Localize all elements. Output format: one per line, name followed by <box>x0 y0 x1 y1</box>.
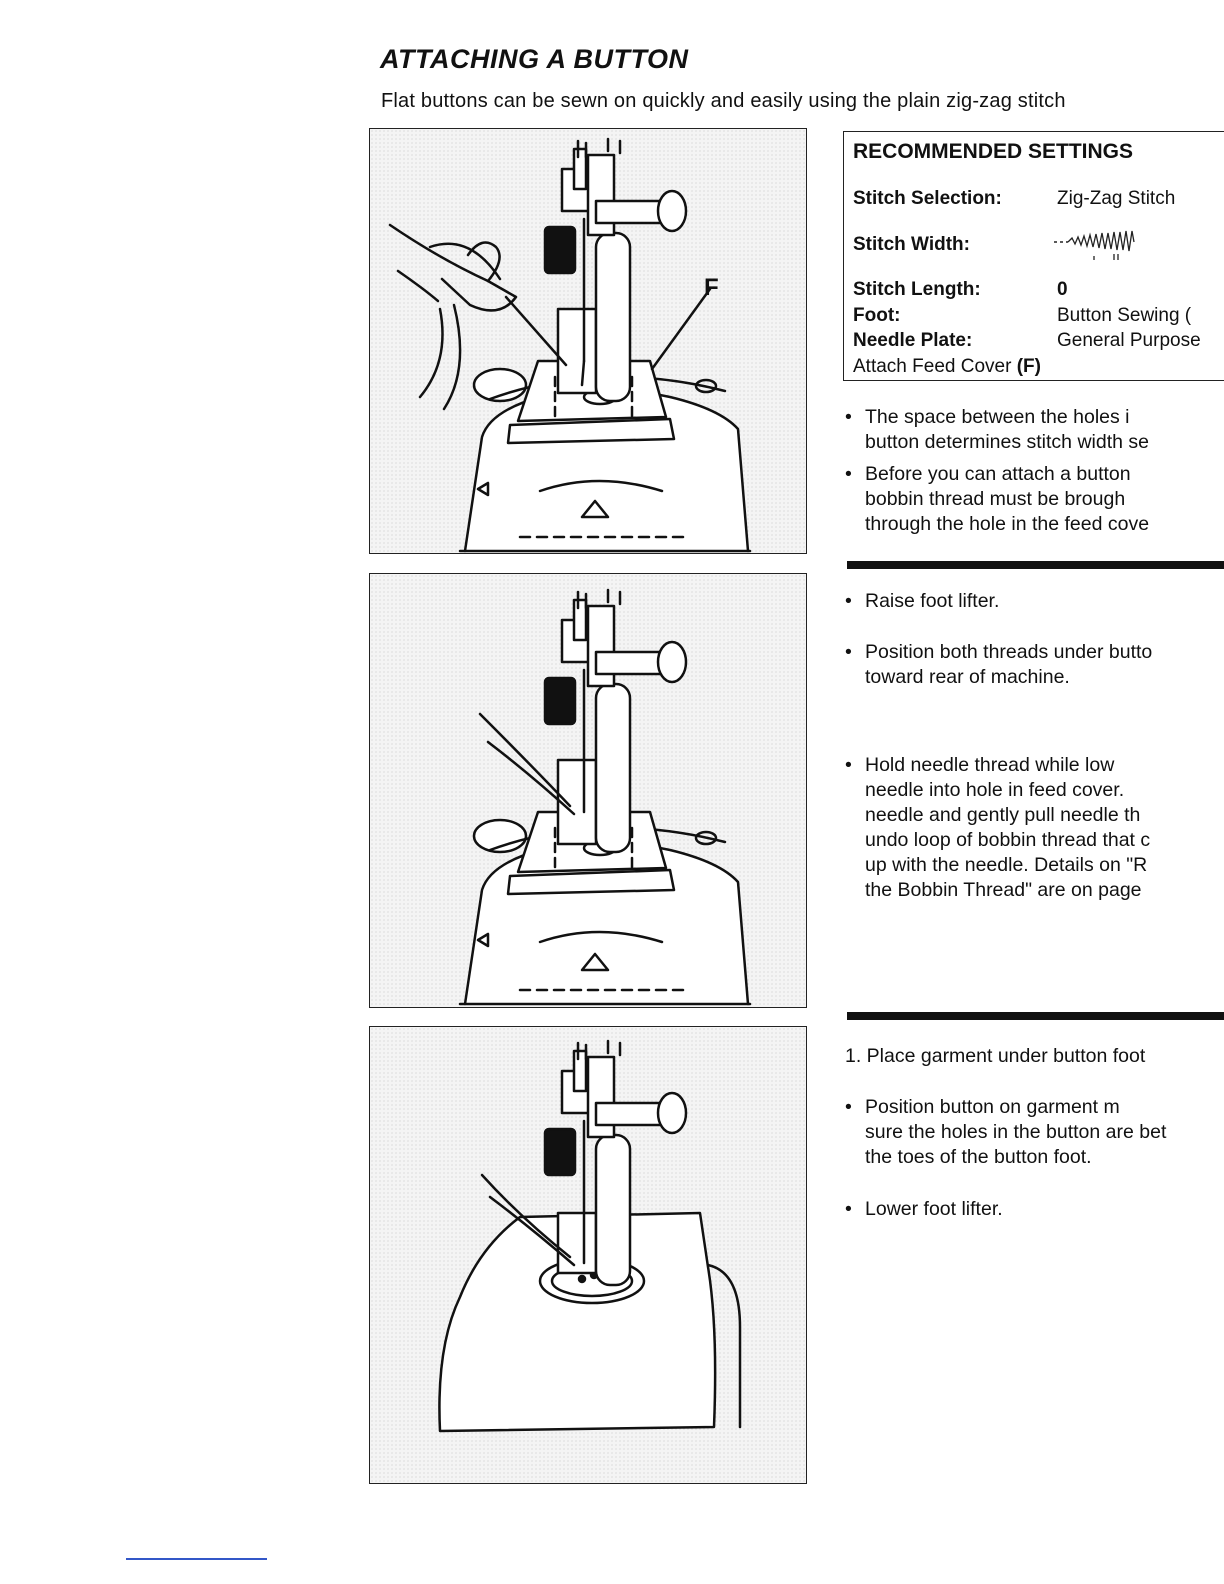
text-line: sure the holes in the button are bet <box>865 1121 1167 1143</box>
text-line: Position button on garment m <box>865 1096 1120 1118</box>
figure-1-illustration <box>369 128 807 554</box>
bullet-mark: • <box>845 1198 852 1220</box>
foot-value: Button Sewing ( <box>1057 305 1192 326</box>
needle-plate-label: Needle Plate: <box>853 330 973 351</box>
footer-link-underline <box>126 1558 267 1560</box>
text-line: Hold needle thread while low <box>865 754 1115 776</box>
bullet-mark: • <box>845 406 852 428</box>
section3-bullet-1 <box>845 1095 1166 1170</box>
section2-bullet-1 <box>845 589 999 614</box>
text-line: the Bobbin Thread" are on page <box>865 879 1142 901</box>
callout-f-label: F <box>704 274 719 301</box>
text-line: up with the needle. Details on "R <box>865 854 1148 876</box>
text-line: Before you can attach a button <box>865 463 1131 485</box>
section3-bullet-2 <box>845 1197 1003 1222</box>
text-line: the toes of the button foot. <box>865 1146 1092 1168</box>
intro-text: Flat buttons can be sewn on quickly and easily using the plain zig-zag stitch <box>381 90 1066 112</box>
text-line: button determines stitch width se <box>865 431 1149 453</box>
section2-bullet-3 <box>845 753 1150 903</box>
text-line: Lower foot lifter. <box>865 1198 1003 1220</box>
text-line: The space between the holes i <box>865 406 1130 428</box>
feed-cover-note-text: Attach Feed Cover <box>853 356 1012 377</box>
stitch-width-gauge-icon <box>1054 228 1154 264</box>
foot-label: Foot: <box>853 305 901 326</box>
text-line: Raise foot lifter. <box>865 590 1000 612</box>
needle-plate-value: General Purpose <box>1057 330 1201 351</box>
text-line: toward rear of machine. <box>865 666 1070 688</box>
feed-cover-note <box>853 356 1041 378</box>
stitch-length-label: Stitch Length: <box>853 279 981 300</box>
bullet-mark: • <box>845 590 852 612</box>
bullet-mark: • <box>845 641 852 663</box>
bullet-mark: • <box>845 754 852 776</box>
button-on-garment-drawing <box>370 1027 807 1484</box>
text-line: undo loop of bobbin thread that c <box>865 829 1151 851</box>
bullet-mark: • <box>845 1096 852 1118</box>
stitch-selection-label: Stitch Selection: <box>853 188 1002 209</box>
section-divider <box>847 1012 1224 1020</box>
bullet-mark: • <box>845 463 852 485</box>
figure-3-illustration <box>369 1026 807 1484</box>
text-line: Position both threads under butto <box>865 641 1153 663</box>
section3-step-1: 1. Place garment under button foot <box>845 1045 1146 1067</box>
machine-foot-with-hand-drawing <box>370 129 807 554</box>
section1-bullet-2 <box>845 462 1149 537</box>
section-divider <box>847 561 1224 569</box>
section1-bullet-1 <box>845 405 1149 455</box>
stitch-selection-value: Zig-Zag Stitch <box>1057 188 1176 209</box>
text-line: bobbin thread must be brough <box>865 488 1126 510</box>
stitch-length-value: 0 <box>1057 279 1068 300</box>
text-line: needle and gently pull needle th <box>865 804 1141 826</box>
settings-title: RECOMMENDED SETTINGS <box>853 140 1134 163</box>
page-title: ATTACHING A BUTTON <box>380 44 689 74</box>
recommended-settings-box <box>843 131 1224 381</box>
figure-2-illustration <box>369 573 807 1008</box>
section2-bullet-2 <box>845 640 1152 690</box>
stitch-width-label: Stitch Width: <box>853 234 970 255</box>
text-line: through the hole in the feed cove <box>865 513 1150 535</box>
feed-cover-note-callout: (F) <box>1016 356 1041 377</box>
machine-foot-threads-drawing <box>370 574 807 1008</box>
text-line: needle into hole in feed cover. <box>865 779 1125 801</box>
